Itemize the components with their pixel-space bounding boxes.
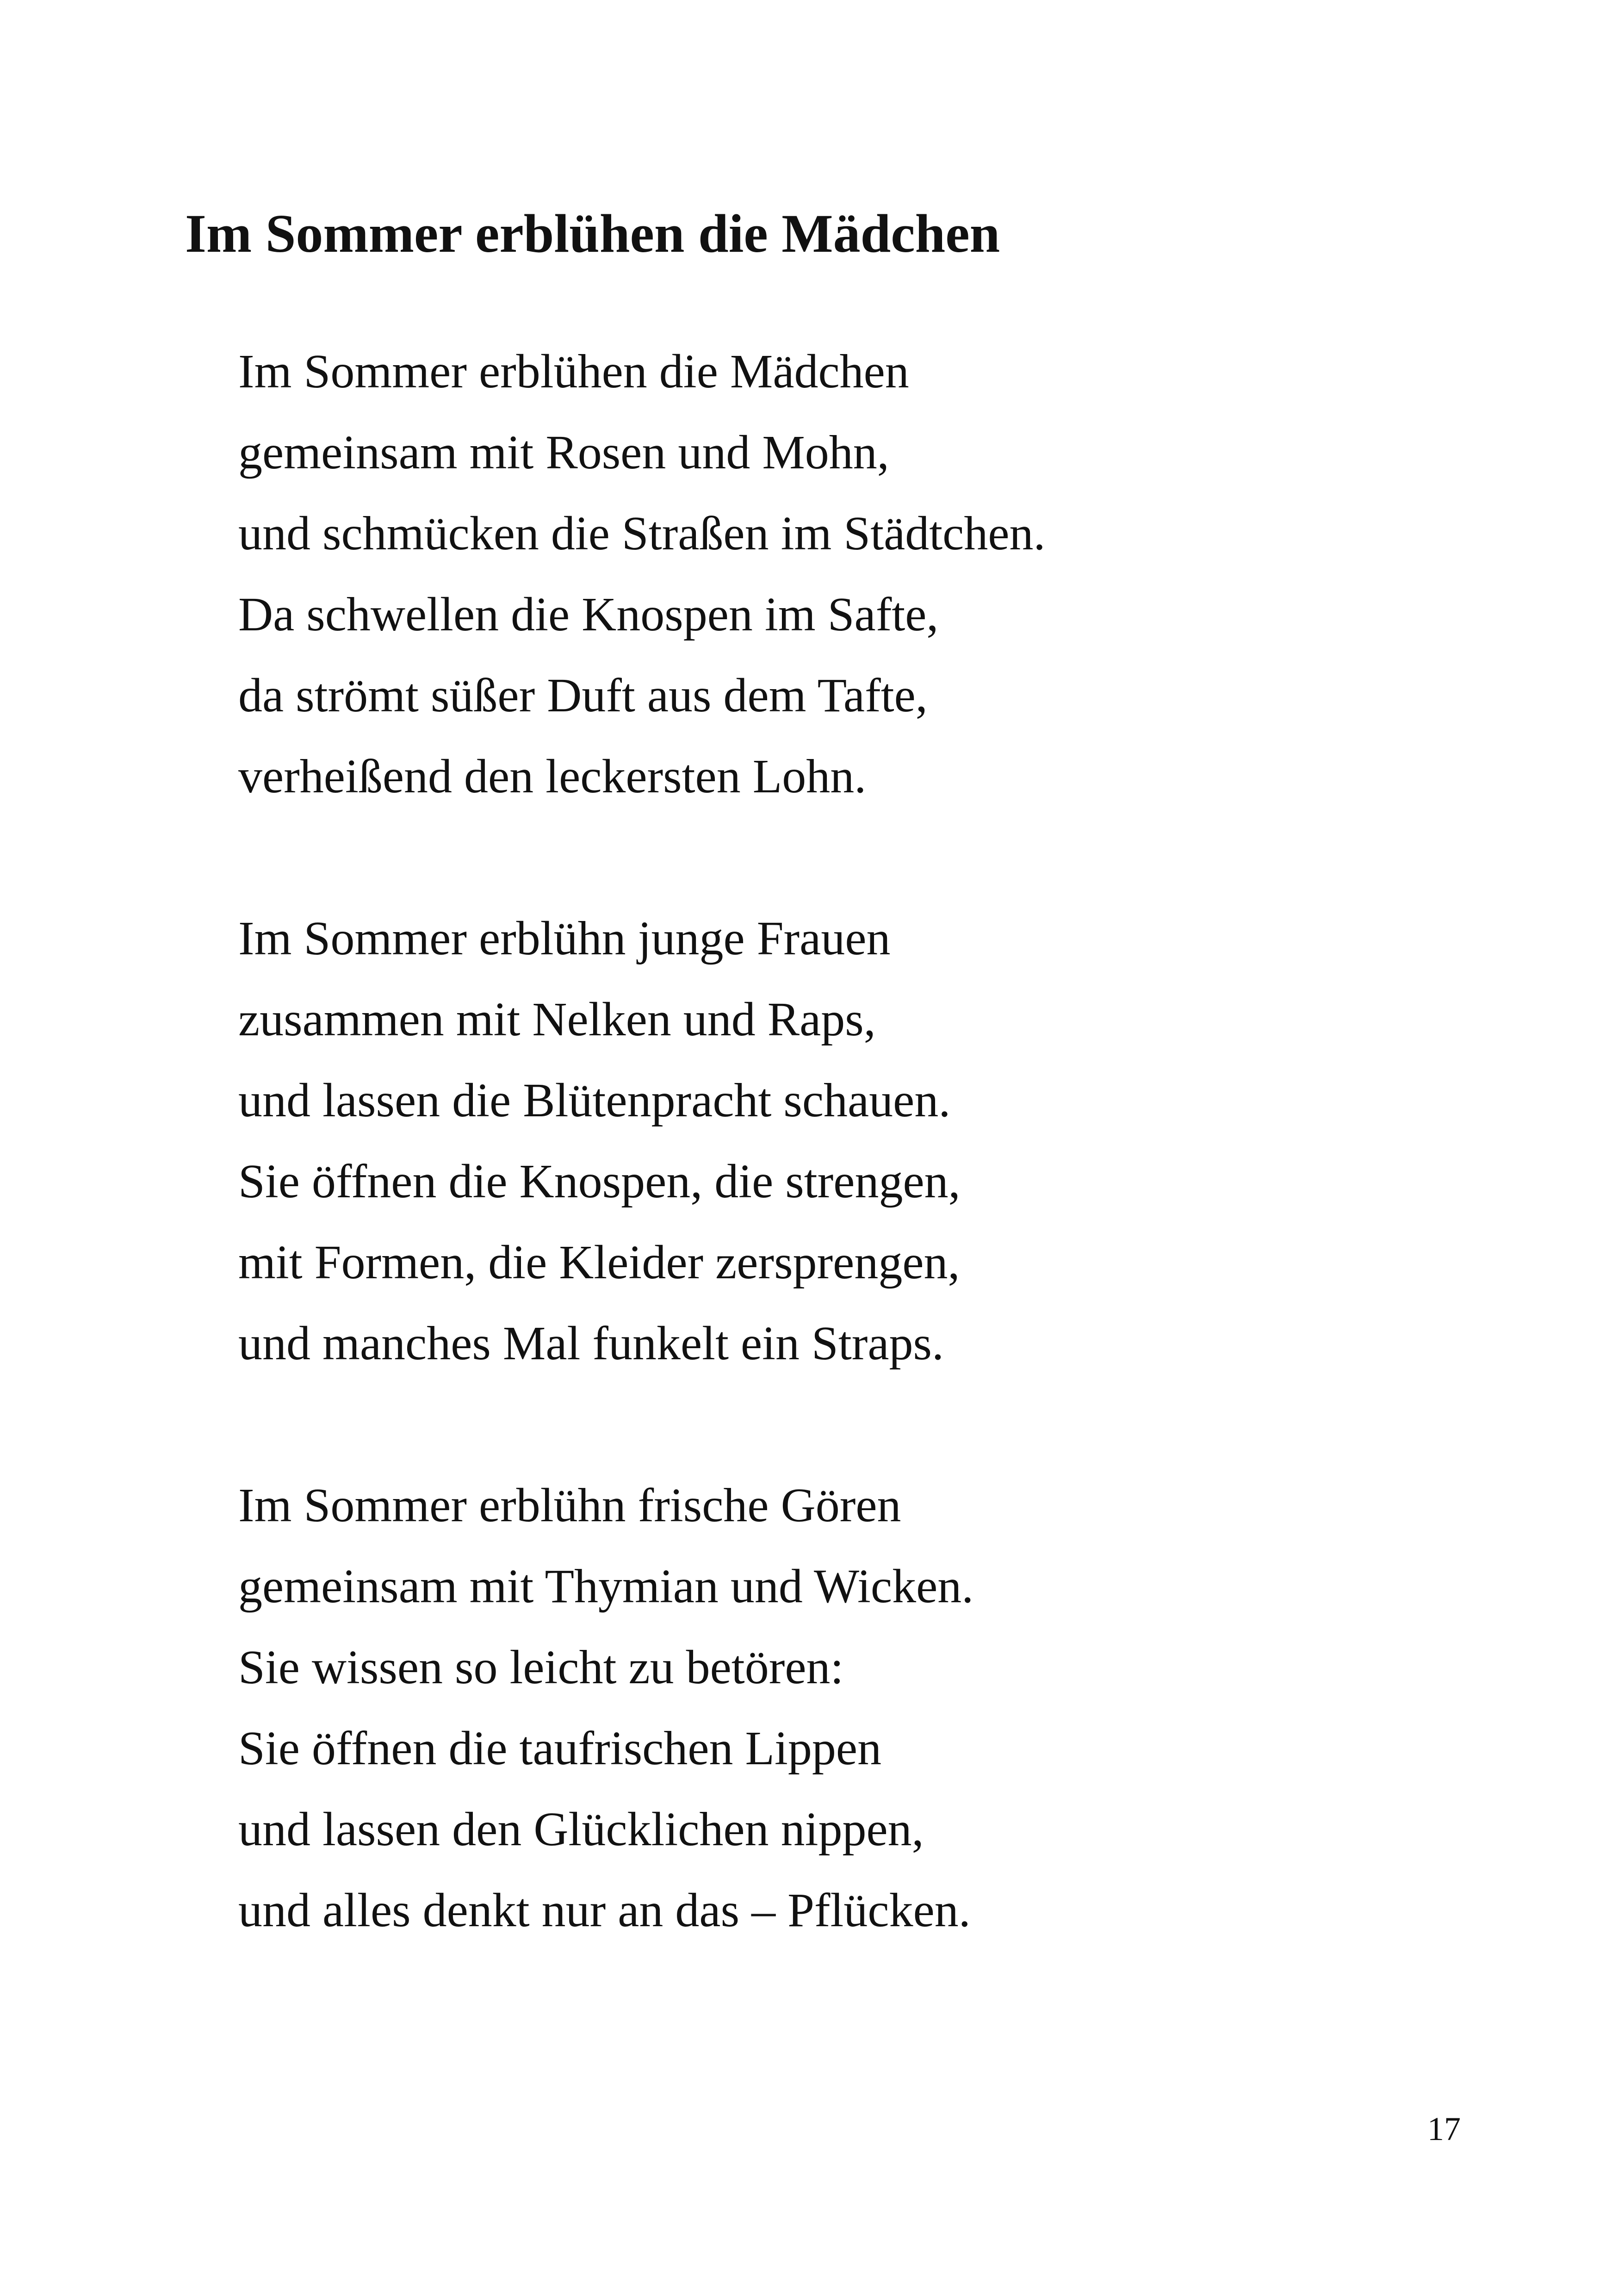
verse-line: da strömt süßer Duft aus dem Tafte,	[238, 669, 928, 722]
verse-line: Sie öffnen die Knospen, die strengen,	[238, 1155, 961, 1208]
verse-line: und alles denkt nur an das – Pflücken.	[238, 1884, 971, 1937]
verse-line: mit Formen, die Kleider zersprengen,	[238, 1236, 960, 1289]
verse-line: Im Sommer erblühen die Mädchen	[238, 345, 909, 398]
verse-line: und manches Mal funkelt ein Straps.	[238, 1317, 944, 1370]
verse-line: und lassen den Glücklichen nippen,	[238, 1803, 924, 1856]
verse-line: Sie wissen so leicht zu betören:	[238, 1641, 844, 1694]
poem-title: Im Sommer erblühen die Mädchen	[185, 203, 1000, 264]
verse-line: gemeinsam mit Rosen und Mohn,	[238, 426, 889, 479]
verse-line: Da schwellen die Knospen im Safte,	[238, 588, 939, 641]
page-number: 17	[1427, 2110, 1461, 2147]
verse-line: verheißend den leckersten Lohn.	[238, 750, 867, 803]
verse-line: gemeinsam mit Thymian und Wicken.	[238, 1560, 974, 1613]
verse-line: Im Sommer erblühn junge Frauen	[238, 912, 891, 965]
verse-line: und lassen die Blütenpracht schauen.	[238, 1074, 951, 1127]
verse-line: Im Sommer erblühn frische Gören	[238, 1479, 901, 1532]
stanza-3	[238, 1465, 973, 1951]
verse-line: zusammen mit Nelken und Raps,	[238, 993, 876, 1046]
verse-line: Sie öffnen die taufrischen Lippen	[238, 1722, 882, 1775]
stanza-2	[238, 898, 961, 1384]
stanza-1	[238, 331, 1046, 817]
verse-line: und schmücken die Straßen im Städtchen.	[238, 507, 1046, 560]
